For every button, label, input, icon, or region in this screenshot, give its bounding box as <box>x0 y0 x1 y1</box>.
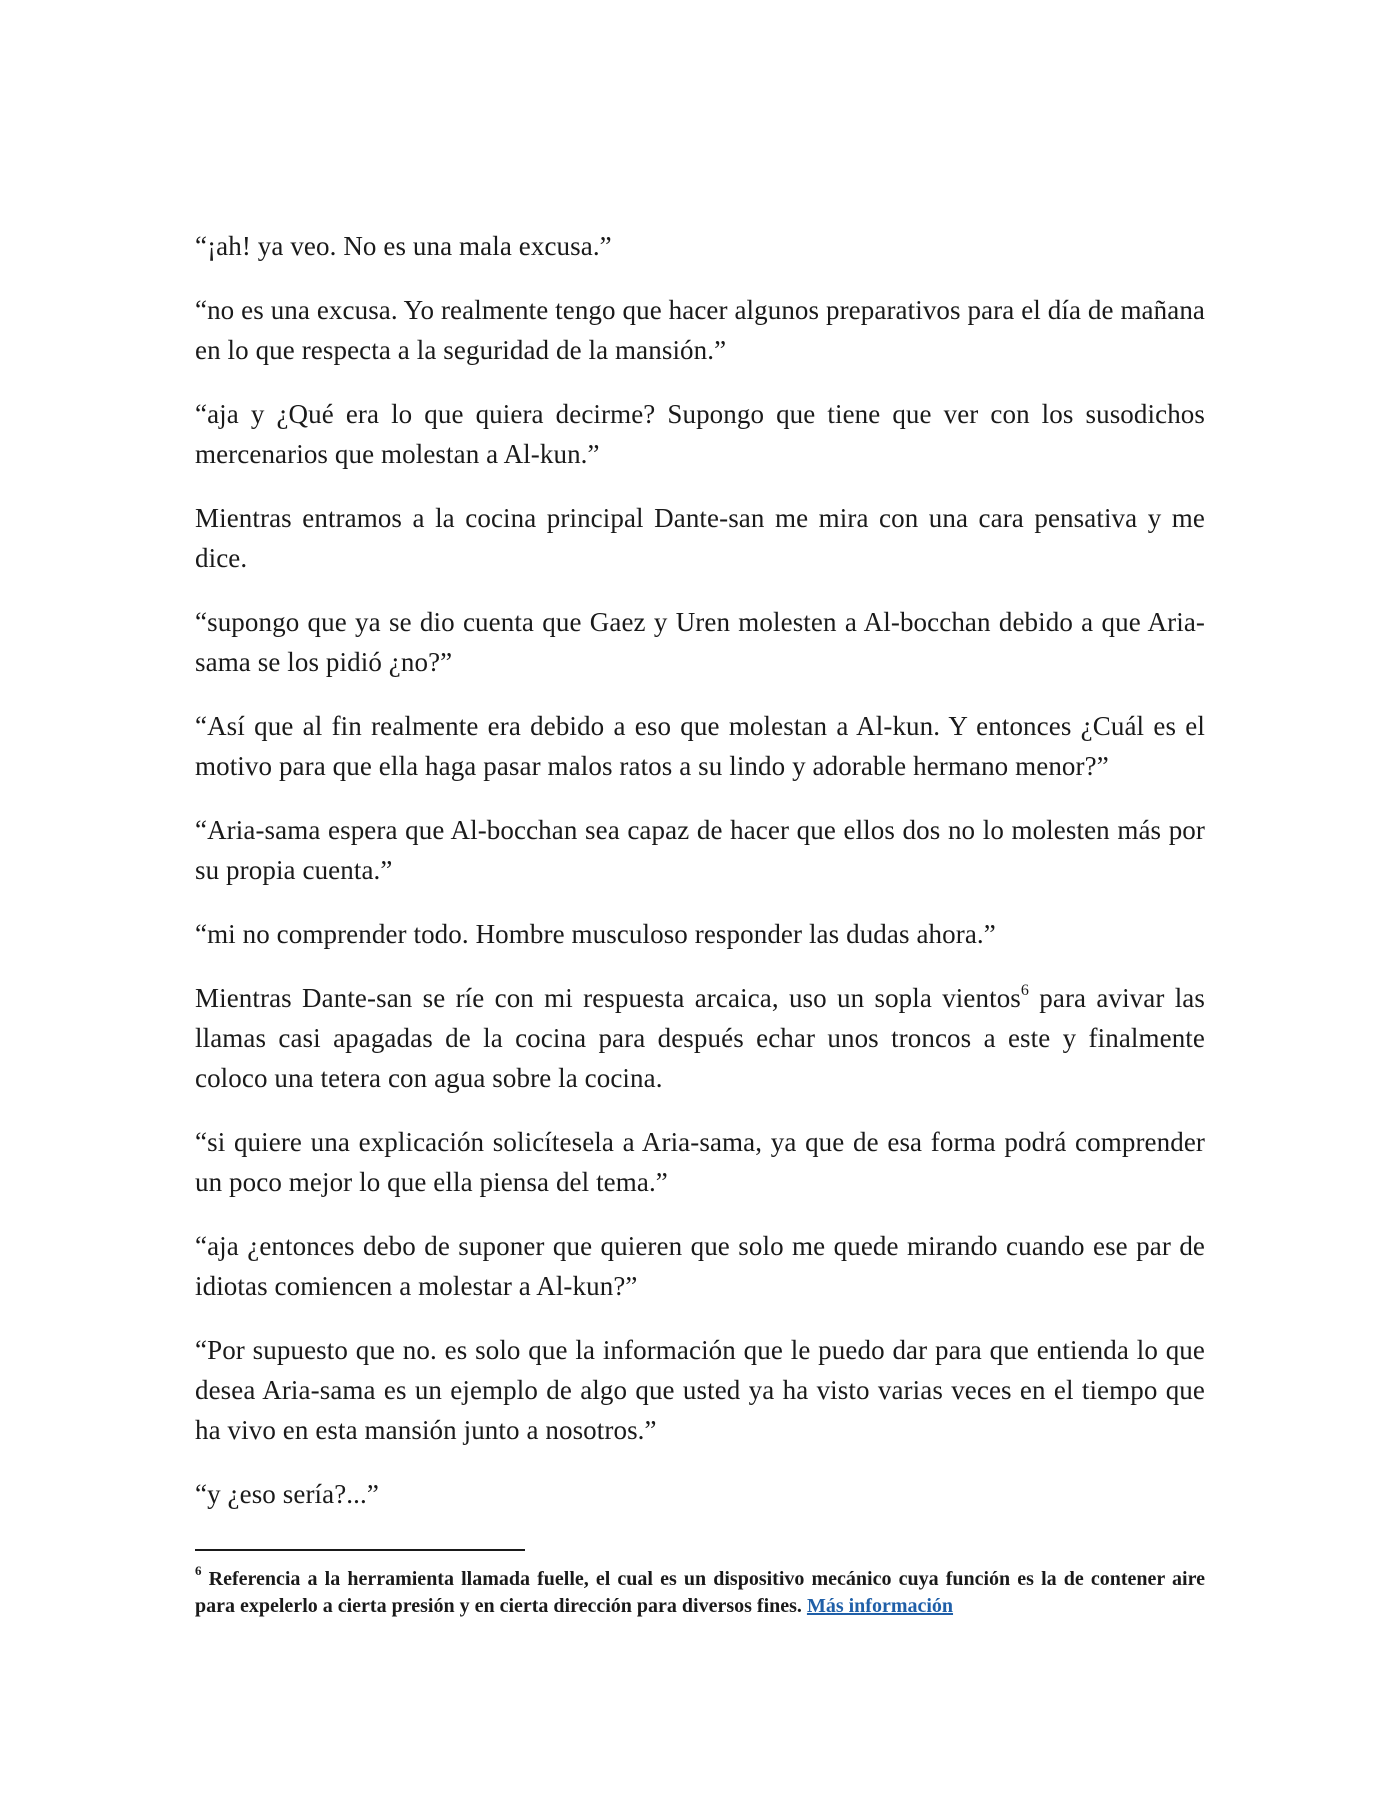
paragraph-with-footnote-ref <box>195 978 1205 1098</box>
paragraph: “no es una excusa. Yo realmente tengo que hacer algunos preparativos para el día de mañana en lo que respecta a la seguridad de la mansión.” <box>195 295 1205 365</box>
paragraph: “Aria-sama espera que Al-bocchan sea capaz de hacer que ellos dos no lo molesten más por su propia cuenta.” <box>195 815 1205 885</box>
paragraph: “aja ¿entonces debo de suponer que quieren que solo me quede mirando cuando ese par de idiotas comiencen a molestar a Al-kun?” <box>195 1231 1205 1301</box>
paragraph: Mientras entramos a la cocina principal Dante-san me mira con una cara pensativa y me dice. <box>195 503 1205 573</box>
paragraph: “supongo que ya se dio cuenta que Gaez y Uren molesten a Al-bocchan debido a que Aria-sama se los pidió ¿no?” <box>195 607 1205 677</box>
paragraph: “¡ah! ya veo. No es una mala excusa.” <box>195 231 612 261</box>
footnote-separator <box>195 1549 525 1551</box>
paragraph: “aja y ¿Qué era lo que quiera decirme? Supongo que tiene que ver con los susodichos mercenarios que molestan a Al-kun.” <box>195 399 1205 469</box>
paragraph-text-after-ref: para avivar las llamas casi apagadas de la cocina para después echar unos troncos a este y finalmente coloco una tetera con agua sobre la cocina. <box>195 983 1205 1093</box>
paragraph: “Así que al fin realmente era debido a eso que molestan a Al-kun. Y entonces ¿Cuál es el motivo para que ella haga pasar malos ratos a su lindo y adorable hermano menor?” <box>195 711 1205 781</box>
paragraph-text-before-ref: Mientras Dante-san se ríe con mi respuesta arcaica, uso un sopla vientos <box>195 983 1021 1013</box>
body-text <box>195 226 1205 1538</box>
paragraph: “mi no comprender todo. Hombre musculoso responder las dudas ahora.” <box>195 919 996 949</box>
footnote-number: 6 <box>195 1563 202 1579</box>
paragraph: “si quiere una explicación solicítesela a Aria-sama, ya que de esa forma podrá comprender un poco mejor lo que ella piensa del tema.” <box>195 1127 1205 1197</box>
footnote-text: Referencia a la herramienta llamada fuelle, el cual es un dispositivo mecánico cuya función es la de contener aire para expelerlo a cierta presión y en cierta dirección para diversos fines. <box>195 1568 1205 1617</box>
more-info-link[interactable]: Más información <box>806 1595 954 1617</box>
footnote-reference[interactable]: 6 <box>1020 982 1030 999</box>
footnote <box>195 1563 1205 1620</box>
paragraph: “y ¿eso sería?...” <box>195 1479 379 1509</box>
paragraph: “Por supuesto que no. es solo que la información que le puedo dar para que entienda lo que desea Aria-sama es un ejemplo de algo que usted ya ha visto varias veces en el tiempo que ha vivo en esta mansión junto a nosotros.” <box>195 1335 1205 1445</box>
